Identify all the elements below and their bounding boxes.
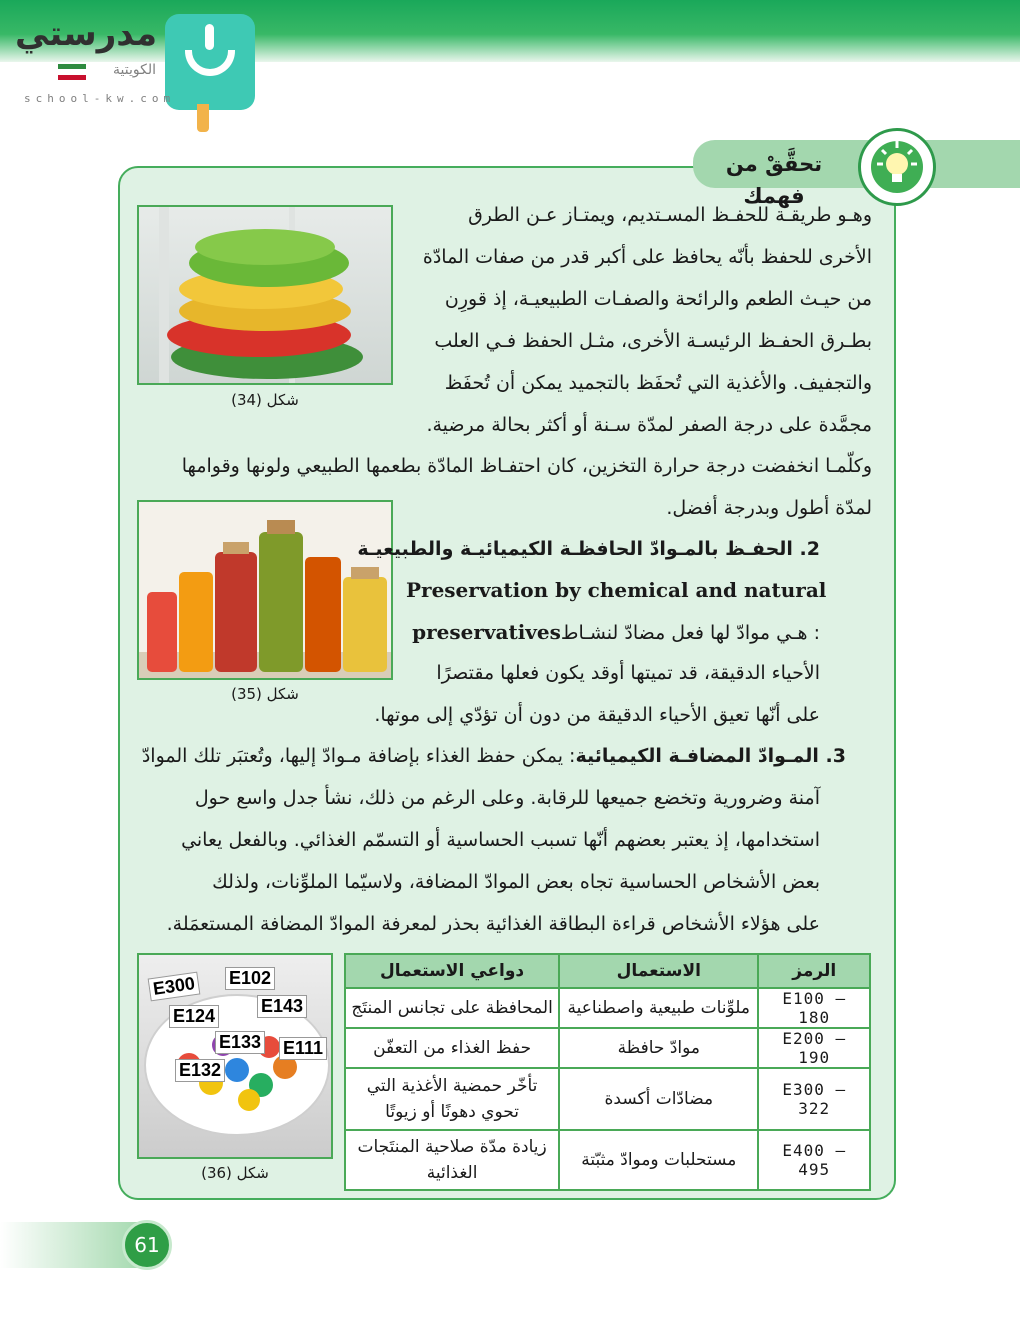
section-title: تحقَّقْ من فهمك [725, 152, 823, 208]
logo-country: الكويتية [113, 62, 156, 78]
table-row [345, 988, 870, 1028]
text-line: لمدّة أطول وبدرجة أفضل. [666, 497, 872, 519]
page-number: 61 [122, 1220, 172, 1270]
table-cell: مضادّات أكسدة [559, 1068, 758, 1130]
logo-url: school-kw.com [24, 92, 176, 105]
table-header-cell: دواعي الاستعمال [345, 954, 559, 988]
kuwait-flag-icon [58, 64, 86, 80]
e-number-label: E300 [148, 972, 201, 1002]
text-line: وكلّمـا انخفضت درجة حرارة التخزين، كان احتفـاظ المادّة بطعمها الطبيعي ولونها وقوامها [181, 455, 872, 477]
additives-table [344, 953, 871, 1191]
e-number-label: E124 [169, 1005, 219, 1028]
text-line: وهـو طريقـة للحفـظ المسـتديم، ويمتـاز عـن الطرق [468, 204, 872, 226]
text-line: آمنة وضرورية وتخضع جميعها للرقابة. وعلى الرغم من ذلك، نشأ جدل واسع حول [194, 787, 820, 809]
item-2-english-line1: Preservation by chemical and natural [406, 578, 827, 602]
logo-stick-icon [197, 104, 209, 132]
item-3-heading: 3. المـوادّ المضافـة الكيميائية [575, 745, 846, 767]
text-line: مجمَّدة على درجة الصفر لمدّة سـنة أو أكثر بحالة مرضية. [426, 414, 872, 436]
item-2-heading: 2. الحفـظ بالمـوادّ الحافظـة الكيميائيـة والطبيعيـة [357, 538, 820, 560]
text-line: على أنّها تعيق الأحياء الدقيقة من دون أن تؤدّي إلى موتها. [374, 704, 820, 726]
figure-34-caption: شكل (34) [231, 391, 299, 409]
item-2-english-line2: preservatives [412, 620, 561, 644]
table-header-cell: الرمز [758, 954, 870, 988]
table-cell: زيادة مدّة صلاحية المنتَجات الغذائية [345, 1130, 559, 1190]
e-number-label: E133 [215, 1031, 265, 1054]
logo-brand: مدرستي [15, 14, 157, 54]
text-line: على هؤلاء الأشخاص قراءة البطاقة الغذائية بحذر لمعرفة الموادّ المضافة المستعمَلة. [166, 913, 820, 935]
table-header-cell: الاستعمال [559, 954, 758, 988]
table-row [345, 1028, 870, 1068]
table-cell: E100 – 180 [758, 988, 870, 1028]
frozen-vegetables-photo [137, 205, 393, 385]
candies-e-numbers-photo [137, 953, 333, 1159]
table-cell: E200 – 190 [758, 1028, 870, 1068]
text-line: الأخرى للحفظ بأنّه يحافظ على أكبر قدر من صفات المادّة [422, 246, 872, 268]
e-number-label: E132 [175, 1059, 225, 1082]
lightbulb-icon [858, 128, 936, 206]
table-row [345, 1130, 870, 1190]
item-2-definition-rest: : هـي موادّ لها فعل مضادّ لنشـاط [560, 622, 820, 644]
table-cell: حفظ الغذاء من التعفّن [345, 1028, 559, 1068]
preserved-jars-photo [137, 500, 393, 680]
table-header-row [345, 954, 870, 988]
e-number-label: E111 [279, 1037, 327, 1060]
text-line: بعض الأشخاص الحساسية تجاه بعض الموادّ المضافة، ولاسيّما الملوِّنات، ولذلك [212, 871, 820, 893]
table-cell: مستحلبات وموادّ مثبّتة [559, 1130, 758, 1190]
table-cell: E400 – 495 [758, 1130, 870, 1190]
figure-35-caption: شكل (35) [231, 685, 299, 703]
e-number-label: E143 [257, 995, 307, 1018]
table-cell: المحافظة على تجانس المنتَج [345, 988, 559, 1028]
text-line: بطـرق الحفـظ الرئيسـة الأخرى، مثـل الحفظ فـي العلب [434, 330, 872, 352]
item-3-first-rest: : يمكن حفظ الغذاء بإضافة مـوادّ إليها، وتُعتبَر تلك الموادّ [141, 745, 576, 767]
table-cell: تأخّر حمضية الأغذية التي تحوي دهونًا أو زيوتًا [345, 1068, 559, 1130]
item-2-definition-line [406, 620, 820, 644]
table-cell: ملوِّنات طبيعية واصطناعية [559, 988, 758, 1028]
text-line: الأحياء الدقيقة، قد تميتها أوقد يكون فعلها مقتصرًا [436, 662, 820, 684]
text-line: والتجفيف. والأغذية التي تُحفَظ بالتجميد يمكن أن تُحفَظ [444, 372, 872, 394]
item-3-first-line [137, 745, 846, 767]
table-cell: موادّ حافظة [559, 1028, 758, 1068]
e-number-label: E102 [225, 967, 275, 990]
text-line: من حيـث الطعم والرائحة والصفـات الطبيعيـة، إذ قورِن [444, 288, 872, 310]
school-logo-icon [165, 14, 255, 110]
table-row [345, 1068, 870, 1130]
table-cell: E300 – 322 [758, 1068, 870, 1130]
text-line: استخدامها، إذ يعتبر بعضهم أنّها تسبب الحساسية أو التسمّم الغذائي. وبالفعل يعاني [181, 829, 820, 851]
figure-36-caption: شكل (36) [201, 1164, 269, 1182]
